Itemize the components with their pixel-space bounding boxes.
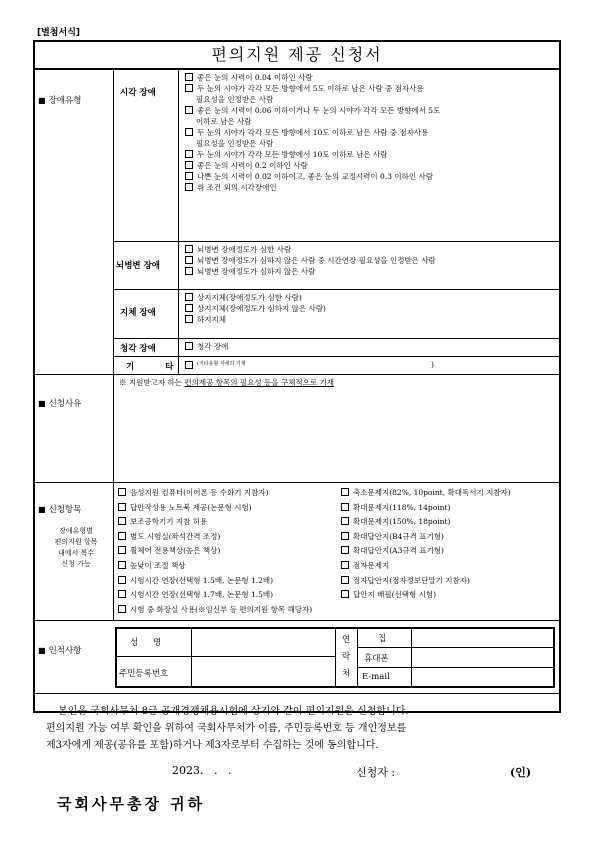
option-checkbox[interactable]: 확대문제지(150%, 18point) <box>341 515 511 530</box>
divider <box>33 693 561 694</box>
email-field[interactable] <box>413 669 553 686</box>
checkbox-icon[interactable] <box>185 128 193 136</box>
option-checkbox[interactable]: 시험시간 연장(선택형 1.5배, 논문형 1.2배) <box>118 574 312 589</box>
option-checkbox[interactable]: 좋은 눈의 시력이 0.2 이하인 사람 <box>185 160 440 171</box>
checkbox-icon[interactable] <box>185 73 193 81</box>
brain-disability-options <box>185 244 436 277</box>
applicant-signature-field[interactable] <box>400 761 500 779</box>
checkbox-icon[interactable] <box>185 256 193 264</box>
option-continuation: 필요성을 인정받은 사람 <box>196 139 274 148</box>
option-continuation: 필요성을 인정받은 사람 <box>196 95 274 104</box>
checkbox-icon[interactable] <box>341 517 349 525</box>
square-bullet-icon: ■ <box>38 96 46 105</box>
other-close-paren: ) <box>431 360 434 369</box>
hearing-disability-label: 청각 장애 <box>120 344 156 354</box>
checkbox-icon[interactable] <box>341 576 349 584</box>
declaration-line-1: 본인은 국회사무처 8급 공개경쟁채용시험에 상기와 같이 편의지원을 신청합니다. <box>58 706 409 717</box>
divider <box>335 627 336 688</box>
divider <box>113 289 561 290</box>
divider <box>357 647 555 648</box>
checkbox-icon[interactable] <box>185 361 193 369</box>
email-label: E-mail <box>362 672 390 682</box>
checkbox-icon[interactable] <box>118 488 126 496</box>
square-bullet-icon: ■ <box>38 399 46 408</box>
home-phone-label: 집 <box>378 634 387 644</box>
divider <box>357 667 555 668</box>
form-title: 편의지원 제공 신청서 <box>211 45 383 64</box>
checkbox-icon[interactable] <box>185 293 193 301</box>
section-personal-label: ■ 인적사항 <box>38 646 82 656</box>
divider <box>113 356 561 357</box>
other-disability-label: 기 타 <box>126 362 188 372</box>
divider <box>357 627 358 688</box>
option-checkbox[interactable]: 하지지체 <box>185 314 326 325</box>
divider <box>113 68 114 620</box>
option-checkbox[interactable]: 확대답안지(A3규격 표기형) <box>341 544 511 559</box>
option-checkbox[interactable]: 시험시간 연장(선택형 1.7배, 논문형 1.5배) <box>118 588 312 603</box>
option-checkbox[interactable]: 청각 장애 <box>185 341 228 352</box>
addressee: 국회사무총장 귀하 <box>57 795 206 813</box>
option-checkbox[interactable]: 좋은 눈의 시력이 0.06 이하이거나 두 눈의 시야가 각각 모든 방향에서 5도 <box>185 105 440 116</box>
option-checkbox[interactable]: 상지지체(장애정도가 심한 사람) <box>185 292 326 303</box>
checkbox-icon[interactable] <box>341 488 349 496</box>
section-disability-label: ■ 장애유형 <box>38 96 82 106</box>
option-checkbox[interactable]: 위 조건 외의 시각장애인 <box>185 182 440 193</box>
checkbox-icon[interactable] <box>118 590 126 598</box>
checkbox-icon[interactable] <box>341 561 349 569</box>
checkbox-icon[interactable] <box>185 245 193 253</box>
other-disability-input[interactable]: (기타유형 자세히 기재 <box>185 359 246 371</box>
mobile-label: 휴대폰 <box>364 654 389 664</box>
checkbox-icon[interactable] <box>185 304 193 312</box>
physical-disability-options <box>185 292 326 325</box>
checkbox-icon[interactable] <box>185 84 193 92</box>
divider <box>115 656 335 657</box>
option-checkbox[interactable]: 확대문제지(118%, 14point) <box>341 501 511 516</box>
checkbox-icon[interactable] <box>185 172 193 180</box>
brain-disability-label: 뇌병변 장애 <box>116 261 161 271</box>
option-checkbox[interactable]: 두 눈의 시야가 각각 모든 방향에서 10도 이하로 남은 사람 중 점자사용 <box>185 127 440 138</box>
option-checkbox[interactable]: 점자답안지(점자정보단말기 지참자) <box>341 574 511 589</box>
option-checkbox[interactable]: 음성지원 컴퓨터(이어폰 등 수화기 지참자) <box>118 486 312 501</box>
checkbox-icon[interactable] <box>185 315 193 323</box>
contact-label: 연 락 처 <box>342 635 351 679</box>
section-reason-label: ■ 신청사유 <box>38 399 82 409</box>
checkbox-icon[interactable] <box>118 503 126 511</box>
option-checkbox[interactable]: 답안작성용 노트북 제공(논문형 시험) <box>118 501 312 516</box>
divider <box>33 620 561 621</box>
checkbox-icon[interactable] <box>118 532 126 540</box>
name-label: 성 명 <box>130 638 168 648</box>
items-sublabel: 장애유형별 편의지원 항목 내에서 복수 신청 가능 <box>54 527 98 568</box>
option-checkbox[interactable]: 뇌병변 장애정도가 심하지 않은 사람 중 시간연장 필요성을 인정받은 사람 <box>185 255 436 266</box>
option-checkbox[interactable]: 답안지 배필(선택형 시험) <box>341 588 511 603</box>
option-checkbox[interactable]: 뇌병변 장애정도가 심하지 않은 사람 <box>185 266 436 277</box>
option-checkbox[interactable]: 확대답안지(B4규격 표기형) <box>341 530 511 545</box>
option-checkbox[interactable]: 별도 시험실(좌석간격 조정) <box>118 530 312 545</box>
name-field[interactable] <box>193 629 333 655</box>
divider <box>178 68 179 374</box>
option-checkbox[interactable]: 높낮이 조절 책상 <box>118 559 312 574</box>
divider <box>411 627 412 688</box>
rrn-label: 주민등록번호 <box>119 669 169 679</box>
option-checkbox[interactable]: 휠체어 전용책상(높은 책상) <box>118 544 312 559</box>
divider <box>113 338 561 339</box>
divider <box>191 627 192 688</box>
option-checkbox[interactable]: 축소문제지(82%, 10point, 확대독서기 지참자) <box>341 486 511 501</box>
checkbox-icon[interactable] <box>341 503 349 511</box>
home-phone-field[interactable] <box>413 629 553 646</box>
items-right-column <box>341 486 511 603</box>
option-checkbox[interactable]: 두 눈의 시야가 각각 모든 방향에서 10도 이하로 남은 사람 <box>185 149 440 160</box>
reason-instruction: ※ 지원받고자 하는 편의제공 항목의 필요성 등을 구체적으로 기재 <box>119 378 334 387</box>
checkbox-icon[interactable] <box>185 106 193 114</box>
checkbox-icon[interactable] <box>118 546 126 554</box>
mobile-field[interactable] <box>413 649 553 666</box>
option-continuation: 이하로 남은 사람 <box>196 117 252 126</box>
application-date: 2023. . . <box>172 764 232 777</box>
form-reference-tag: [별첨서식] <box>37 28 81 38</box>
option-checkbox[interactable]: 뇌병변 장애정도가 심한 사람 <box>185 244 436 255</box>
rrn-field[interactable] <box>193 658 333 686</box>
square-bullet-icon: ■ <box>38 646 46 655</box>
option-checkbox[interactable]: 보조공학기기 지참 허용 <box>118 515 312 530</box>
checkbox-icon[interactable] <box>185 161 193 169</box>
declaration-line-2: 편의지원 가능 여부 확인을 위하여 국회사무처가 이름, 주민등록번호 등 개인정보를 <box>46 723 407 734</box>
square-bullet-icon: ■ <box>38 505 46 514</box>
option-checkbox[interactable]: 점자문제지 <box>341 559 511 574</box>
checkbox-icon[interactable] <box>185 150 193 158</box>
checkbox-icon[interactable] <box>341 590 349 598</box>
checkbox-icon[interactable] <box>341 532 349 540</box>
checkbox-icon[interactable] <box>185 267 193 275</box>
declaration-line-3: 제3자에게 제공(공유를 포함)하거나 제3자로부터 수집하는 것에 동의합니다. <box>46 740 379 751</box>
section-items-label: ■ 신청항목 <box>38 505 82 515</box>
option-checkbox[interactable]: 상지지체(장애정도가 심하지 않은 사람) <box>185 303 326 314</box>
checkbox-icon[interactable] <box>185 183 193 191</box>
applicant-label: 신청자 : <box>356 766 396 779</box>
seal-mark: (인) <box>510 766 532 779</box>
option-checkbox[interactable]: 나쁜 눈의 시력이 0.02 이하이고, 좋은 눈의 교정시력이 0.3 이하인 사람 <box>185 171 440 182</box>
items-left-column <box>118 486 312 617</box>
visual-disability-options <box>185 72 440 193</box>
checkbox-icon[interactable] <box>341 546 349 554</box>
divider <box>113 241 561 242</box>
physical-disability-label: 지체 장애 <box>120 308 156 318</box>
reason-text-area[interactable] <box>115 392 555 478</box>
option-checkbox[interactable]: 좋은 눈의 시력이 0.04 이하인 사람 <box>185 72 440 83</box>
option-checkbox[interactable]: 시험 중 화장실 사용(※임신부 등 편의지원 항목 해당자) <box>118 603 312 618</box>
option-checkbox[interactable]: 두 눈의 시야가 각각 모든 방향에서 5도 이하로 남은 사람 중 점자사용 <box>185 83 440 94</box>
checkbox-icon[interactable] <box>118 576 126 584</box>
visual-disability-label: 시각 장애 <box>120 88 156 98</box>
checkbox-icon[interactable] <box>118 605 126 613</box>
checkbox-icon[interactable] <box>185 342 193 350</box>
checkbox-icon[interactable] <box>118 561 126 569</box>
checkbox-icon[interactable] <box>118 517 126 525</box>
